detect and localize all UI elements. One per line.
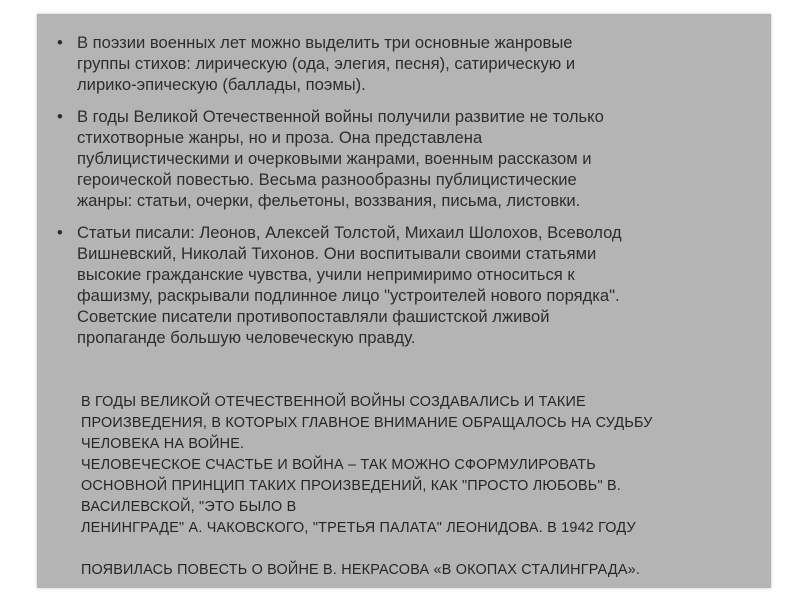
caps-line: ЛЕНИНГРАДЕ" А. ЧАКОВСКОГО, "ТРЕТЬЯ ПАЛАТА" ЛЕОНИДОВА. В 1942 ГОДУ (81, 520, 636, 536)
caps-line: ОСНОВНОЙ ПРИНЦИП ТАКИХ ПРОИЗВЕДЕНИЙ, КАК "ПРОСТО ЛЮБОВЬ" В. (81, 478, 621, 494)
text-line: высокие гражданские чувства, учили непримиримо относиться к (77, 265, 575, 284)
bullet-dot-icon: • (57, 223, 63, 242)
content-panel (37, 14, 771, 588)
caps-line: ЧЕЛОВЕЧЕСКОЕ СЧАСТЬЕ И ВОЙНА – ТАК МОЖНО СФОРМУЛИРОВАТЬ (81, 457, 596, 473)
text-line: В годы Великой Отечественной войны получили развитие не только (77, 107, 604, 126)
bullet-item (37, 222, 771, 348)
text-line: лирико-эпическую (баллады, поэмы). (77, 75, 366, 94)
text-line: Статьи писали: Леонов, Алексей Толстой, Михаил Шолохов, Всеволод (77, 223, 622, 242)
caps-line: ПОЯВИЛАСЬ ПОВЕСТЬ О ВОЙНЕ В. НЕКРАСОВА «В ОКОПАХ СТАЛИНГРАДА». (81, 562, 641, 578)
bullet-item (37, 32, 771, 95)
text-line: Вишневский, Николай Тихонов. Они воспитывали своими статьями (77, 244, 597, 263)
text-line: публицистическими и очерковыми жанрами, военным рассказом и (77, 149, 592, 168)
text-line: Советские писатели противопоставляли фашистской лживой (77, 307, 550, 326)
caps-blank-line (81, 539, 761, 560)
bullet-list (37, 32, 771, 359)
bullet-dot-icon: • (57, 107, 63, 126)
bullet-dot-icon: • (57, 33, 63, 52)
caps-line: ВАСИЛЕВСКОЙ, "ЭТО БЫЛО В (81, 499, 297, 515)
caps-line: ПРОИЗВЕДЕНИЯ, В КОТОРЫХ ГЛАВНОЕ ВНИМАНИЕ ОБРАЩАЛОСЬ НА СУДЬБУ (81, 415, 653, 431)
text-line: В поэзии военных лет можно выделить три основные жанровые (77, 33, 573, 52)
caps-line: ЧЕЛОВЕКА НА ВОЙНЕ. (81, 436, 245, 452)
text-line: фашизму, раскрывали подлинное лицо "устроителей нового порядка". (77, 286, 620, 305)
text-line: группы стихов: лирическую (ода, элегия, песня), сатирическую и (77, 54, 576, 73)
text-line: пропаганде большую человеческую правду. (77, 328, 416, 347)
text-line: жанры: статьи, очерки, фельетоны, воззвания, письма, листовки. (77, 191, 581, 210)
text-line: героической повестью. Весьма разнообразны публицистические (77, 170, 577, 189)
caps-line: В ГОДЫ ВЕЛИКОЙ ОТЕЧЕСТВЕННОЙ ВОЙНЫ СОЗДАВАЛИСЬ И ТАКИЕ (81, 394, 586, 410)
bullet-item (37, 106, 771, 211)
caps-text-block (81, 392, 761, 581)
text-line: стихотворные жанры, но и проза. Она представлена (77, 128, 483, 147)
